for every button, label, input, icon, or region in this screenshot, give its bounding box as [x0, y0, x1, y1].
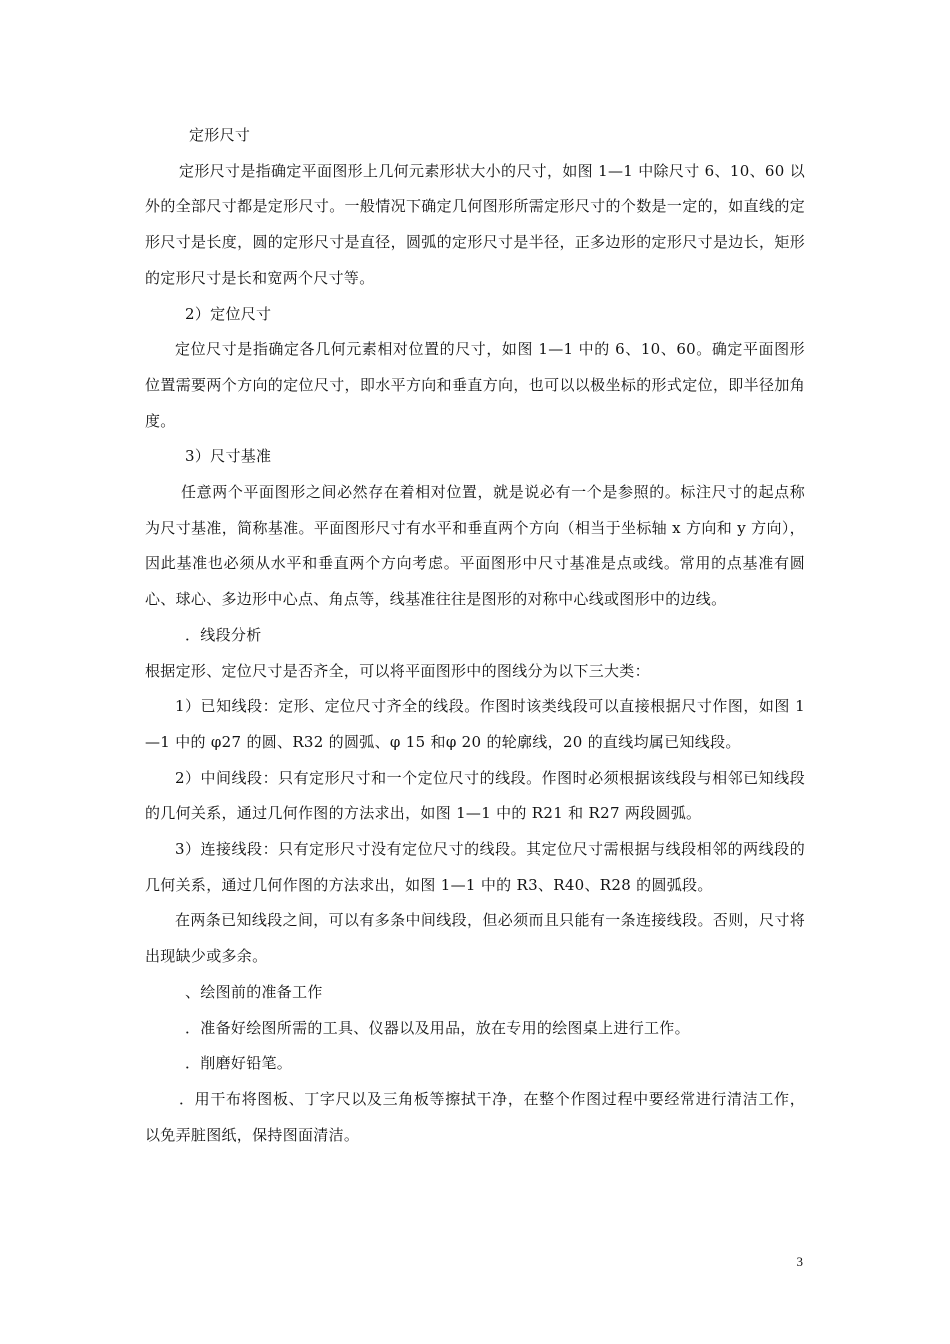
paragraph-segment-rule: 在两条已知线段之间，可以有多条中间线段，但必须而且只能有一条连接线段。否则，尺寸将出现缺少或多余。	[145, 911, 805, 966]
list-item-prepare-tools: ．准备好绘图所需的工具、仪器以及用品，放在专用的绘图桌上进行工作。	[185, 1018, 690, 1037]
document-body	[145, 118, 805, 1153]
heading-segment-analysis: ．线段分析	[185, 625, 262, 644]
list-item-clean-tools: ．用干布将图板、丁字尺以及三角板等擦拭干净，在整个作图过程中要经常进行清洁工作，以免弄脏图纸，保持图面清洁。	[145, 1089, 805, 1144]
paragraph-dimension-datum: 任意两个平面图形之间必然存在着相对位置，就是说必有一个是参照的。标注尺寸的起点称为尺寸基准，简称基准。平面图形尺寸有水平和垂直两个方向（相当于坐标轴 x 方向和 y 方向），因此基准也必须从水平和垂直两个方向考虑。平面图形中尺寸基准是点或线。常用的点基准有圆心、球心、多边形中心点、角点等，线基准往往是图形的对称中心线或图形中的边线。	[145, 483, 805, 609]
heading-position-dimension: 2）定位尺寸	[185, 304, 272, 323]
paragraph-shape-dimension: 定形尺寸是指确定平面图形上几何元素形状大小的尺寸，如图 1—1 中除尺寸 6、10、60 以外的全部尺寸都是定形尺寸。一般情况下确定几何图形所需定形尺寸的个数是一定的，如直线的定形尺寸是长度，圆的定形尺寸是直径，圆弧的定形尺寸是半径，正多边形的定形尺寸是边长，矩形的定形尺寸是长和宽两个尺寸等。	[145, 161, 805, 287]
paragraph-known-segment: 1）已知线段：定形、定位尺寸齐全的线段。作图时该类线段可以直接根据尺寸作图，如图 1—1 中的 φ27 的圆、R32 的圆弧、φ 15 和φ 20 的轮廓线，20 的直线均属已知线段。	[145, 697, 805, 751]
heading-drawing-preparation: 、绘图前的准备工作	[185, 982, 323, 1001]
heading-shape-dimension: 定形尺寸	[189, 126, 251, 144]
paragraph-middle-segment: 2）中间线段：只有定形尺寸和一个定位尺寸的线段。作图时必须根据该线段与相邻已知线段的几何关系，通过几何作图的方法求出，如图 1—1 中的 R21 和 R27 两段圆弧。	[145, 768, 805, 823]
paragraph-segment-intro: 根据定形、定位尺寸是否齐全，可以将平面图形中的图线分为以下三大类：	[145, 661, 650, 680]
page-number: 3	[796, 1254, 803, 1269]
list-item-sharpen-pencil: ．削磨好铅笔。	[185, 1054, 293, 1073]
paragraph-position-dimension: 定位尺寸是指确定各几何元素相对位置的尺寸，如图 1—1 中的 6、10、60。确定平面图形位置需要两个方向的定位尺寸，即水平方向和垂直方向，也可以以极坐标的形式定位，即半径加角度。	[145, 340, 805, 430]
heading-dimension-datum: 3）尺寸基准	[185, 447, 272, 466]
paragraph-connecting-segment: 3）连接线段：只有定形尺寸没有定位尺寸的线段。其定位尺寸需根据与线段相邻的两线段的几何关系，通过几何作图的方法求出，如图 1—1 中的 R3、R40、R28 的圆弧段。	[145, 840, 805, 894]
